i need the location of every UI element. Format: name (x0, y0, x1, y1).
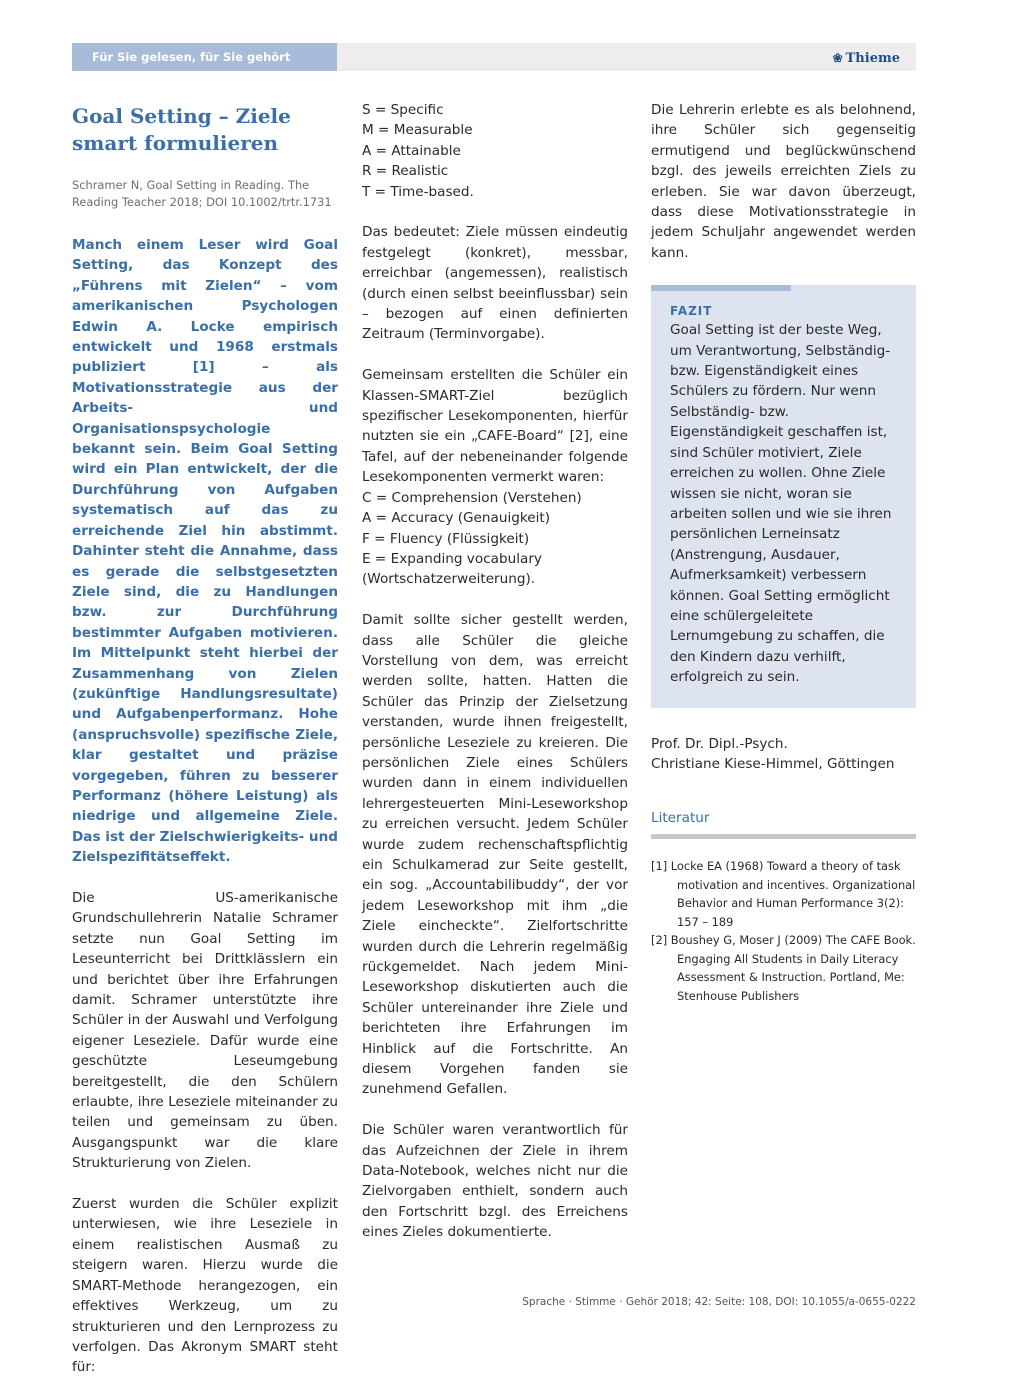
fazit-box (651, 285, 916, 707)
body-paragraph: Damit sollte sicher gestellt werden, dass alle Schüler die gleiche Vorstellung von dem, was erreicht werden sollte, hatten. Hatten die Schüler das Prinzip der Zielsetzung verstanden, wurde ihnen freigestellt, persönliche Leseziele zu kreieren. Die persönlichen Ziele eines Schülers wurden dann in einem individuellen lehrergesteuerten Mini-Leseworkshop zu erreichen versucht. Jedem Schüler wurde zudem rechenschaftspflichtig ein Schulkamerad zur Seite gestellt, ein sog. „Accountabilibuddy“, der vor jedem Leseworkshop mit ihm „die Ziele eincheckte“. Zielfortschritte wurden durch die Lehrerin regelmäßig rückgemeldet. Nach jedem Mini-Leseworkshop diskutierten auch die Schüler untereinander ihre Ziele und berichteten ihre Erfahrungen im Hinblick auf die Fortschritte. An diesem Vorgehen fanden sie zunehmend Gefallen. (362, 612, 628, 1098)
column-2 (362, 100, 628, 1263)
body-paragraph: Gemeinsam erstellten die Schüler ein Klassen-SMART-Ziel bezüglich spezifischer Lesekomponenten, hierfür nutzten sie ein „CAFE-Board“ [2], eine Tafel, auf der nebeneinander folgende Lesekomponenten vermerkt waren: (362, 367, 628, 486)
article-title: Goal Setting – Ziele smart formulieren (72, 104, 291, 155)
logo-text: Thieme (845, 51, 900, 66)
publisher-logo (833, 43, 900, 71)
list-item: A = Accuracy (Genauigkeit) (362, 510, 551, 527)
list-item: R = Realistic (362, 163, 449, 180)
list-item: F = Fluency (Flüssigkeit) (362, 530, 530, 547)
author-title: Prof. Dr. Dipl.-Psych. (651, 735, 788, 752)
smart-list (362, 100, 628, 202)
list-item: S = Specific (362, 102, 444, 118)
fazit-text: Goal Setting ist der beste Weg, um Verantwortung, Selbständig- bzw. Eigenständigkeit eines Schülers zu fördern. Nur wenn Selbständig- bzw. Eigenständigkeit geschaffen ist, sind Schüler motiviert, Ziele erreichen zu wollen. Ohne Ziele wissen sie nicht, woran sie arbeiten sollen und wie sie ihren persönlichen Lerneinsatz (Anstrengung, Ausdauer, Aufmerksamkeit) verbessern können. Goal Setting ermöglicht eine schülergeleitete Lernumgebung zu schaffen, die den Kindern dazu verhilft, erfolgreich zu sein. (670, 322, 892, 686)
list-item: (Wortschatzerweiterung). (362, 571, 536, 588)
literature-divider (651, 834, 916, 839)
column-3 (651, 100, 916, 1005)
literature-heading: Literatur (651, 810, 710, 827)
reference-item: [2] Boushey G, Moser J (2009) The CAFE Book. Engaging All Students in Daily Literacy Assessment & Instruction. Portland, Me: Stenhouse Publishers (651, 933, 916, 1003)
reference-item: [1] Locke EA (1968) Toward a theory of task motivation and incentives. Organizational Behavior and Human Performance 3(2): 157 – 189 (651, 859, 916, 929)
cafe-list (362, 488, 628, 590)
list-item: T = Time-based. (362, 183, 474, 200)
body-paragraph: Das bedeutet: Ziele müssen eindeutig festgelegt (konkret), messbar, erreichbar (angemessen), realistisch (durch einen selbst beeinflussbar) sein – bezogen auf einen definierten Zeitraum (Terminvorgabe). (362, 224, 628, 343)
fazit-accent-bar (651, 285, 791, 291)
list-item: E = Expanding vocabulary (362, 550, 542, 567)
list-item: M = Measurable (362, 122, 473, 139)
page-header (72, 43, 916, 71)
fazit-title: FAZIT (670, 304, 713, 319)
list-item: A = Attainable (362, 142, 461, 159)
page-footer: Sprache · Stimme · Gehör 2018; 42: Seite: 108, DOI: 10.1055/a-0655-0222 (522, 1296, 916, 1308)
author-block (651, 734, 916, 775)
list-item: C = Comprehension (Verstehen) (362, 489, 582, 506)
article-source: Schramer N, Goal Setting in Reading. The Reading Teacher 2018; DOI 10.1002/trtr.1731 (72, 178, 332, 209)
lead-paragraph: Manch einem Leser wird Goal Setting, das Konzept des „Führens mit Zielen“ – vom amerikanischen Psychologen Edwin A. Locke empirisch entwickelt und 1968 erstmals publiziert [1] – als Motivationsstrategie aus der Arbeits- und Organisationspsychologie bekannt sein. Beim Goal Setting wird ein Plan entwickelt, der die Durchführung von Aufgaben systematisch auf das zu erreichende Ziel hin abstimmt. Dahinter steht die Annahme, dass es gerade die selbstgesetzten Ziele sind, die zu Handlungen bzw. zur Durchführung bestimmter Aufgaben motivieren. Im Mittelpunkt steht hierbei der Zusammenhang von Zielen (zukünftige Handlungsresultate) und Aufgabenperformanz. Hohe (anspruchsvolle) spezifische Ziele, klar gestaltet und präzise vorgegeben, führen zu besserer Performanz (höhere Leistung) als niedrige und allgemeine Ziele. Das ist der Zielschwierigkeits- und Zielspezifitätseffekt. (72, 237, 339, 866)
section-tag: Für Sie gelesen, für Sie gehört (72, 43, 337, 71)
body-paragraph: Die Schüler waren verantwortlich für das Aufzeichnen der Ziele in ihrem Data-Notebook, welches nicht nur die Zielvorgaben enthielt, sondern auch den Fortschritt bzgl. des Erreichens eines Zieles dokumentierte. (362, 1122, 628, 1241)
body-paragraph: Zuerst wurden die Schüler explizit unterwiesen, wie ihre Leseziele in einem realistischen Ausmaß zu steigern waren. Hierzu wurde die SMART-Methode herangezogen, ein effektives Werkzeug, um zu strukturieren und den Lernprozess zu verfolgen. Das Akronym SMART steht für: (72, 1196, 338, 1376)
column-1 (72, 100, 338, 1398)
author-name: Christiane Kiese-Himmel, Göttingen (651, 755, 895, 772)
body-paragraph: Die Lehrerin erlebte es als belohnend, ihre Schüler sich gegenseitig ermutigend und beglückwünschend bzgl. des jeweils erreichten Ziels zu erleben. Sie war davon überzeugt, dass diese Motivationsstrategie in jedem Schuljahr angewendet werden kann. (651, 102, 916, 261)
thieme-logo-icon: ❀ (832, 51, 843, 65)
body-paragraph: Die US-amerikanische Grundschullehrerin Natalie Schramer setzte nun Goal Setting im Leseunterricht bei Drittklässlern ein und berichtet über ihre Erfahrungen damit. Schramer unterstützte ihre Schüler in der Auswahl und Verfolgung eigener Leseziele. Dafür wurde eine geschützte Leseumgebung bereitgestellt, die den Schülern erlaubte, ihre Leseziele miteinander zu teilen und gemeinsam zu üben. Ausgangspunkt war die klare Strukturierung von Zielen. (72, 889, 338, 1172)
